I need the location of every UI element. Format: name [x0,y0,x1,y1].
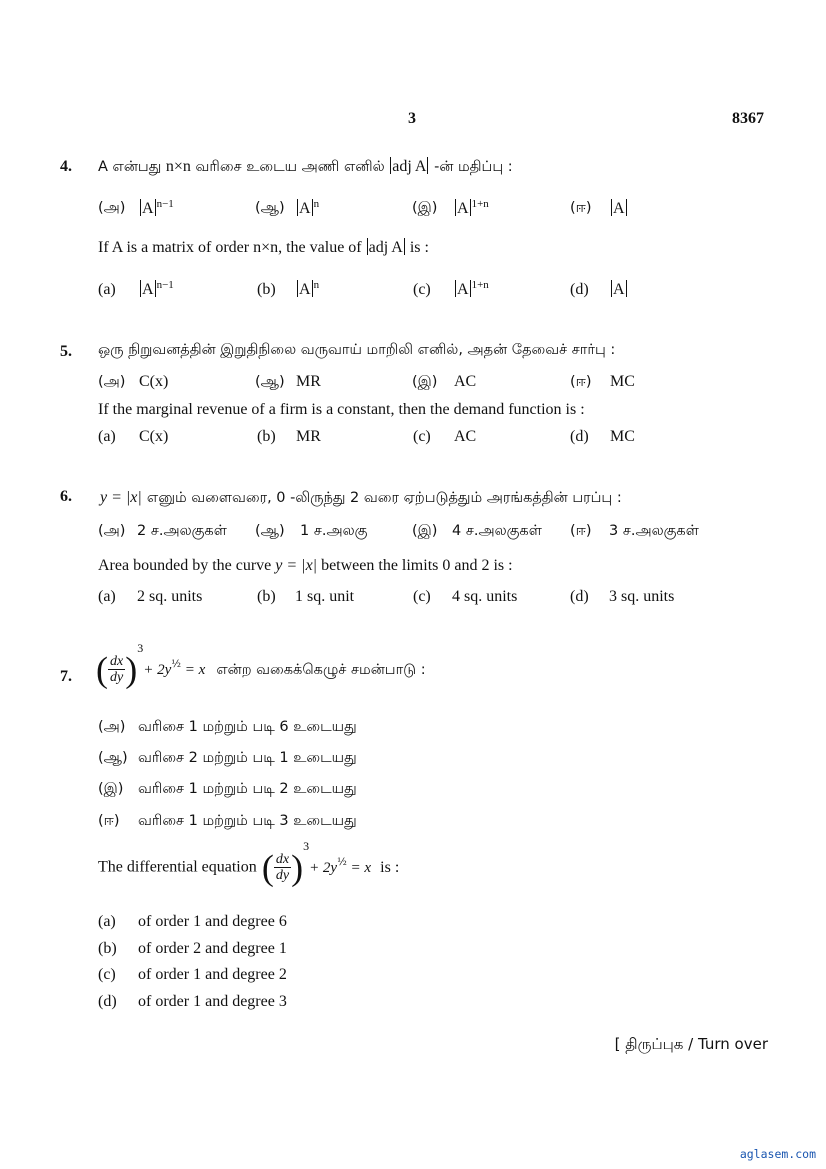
option-value: 4 sq. units [452,588,518,605]
option-value: வரிசை 1 மற்றும் படி 6 உடையது [138,719,357,735]
option-label: (ஈ) [570,523,592,539]
option-value: 4 ச.அலகுகள் [452,523,542,539]
option-label: (c) [413,588,431,605]
question-text-english: If the marginal revenue of a firm is a constant, then the demand function is : [98,401,585,418]
option-value: MR [296,428,321,445]
question-text-english: Area bounded by the curve y = |x| between the limits 0 and 2 is : [98,557,513,574]
option-label: (d) [570,281,589,298]
question-text-english: If A is a matrix of order n×n, the value of adj A is : [98,239,429,256]
question-text-tamil: ஒரு நிறுவனத்தின் இறுதிநிலை வருவாய் மாறிலி எனில், அதன் தேவைச் சார்பு : [98,342,616,358]
option-value: AC [454,373,477,390]
question-text-english: The differential equation ( $\frac{dx}{dy}$ )$^3+ 2y^{\frac{1}{2}} = x$ is : [98,839,400,888]
option-value: A [613,200,625,217]
option-label: (இ) [412,523,438,539]
option-value: of order 1 and degree 3 [138,993,287,1010]
page-number: 3 [408,110,416,127]
option-label: (a) [98,428,116,445]
option-label: (d) [570,588,589,605]
option-value: வரிசை 1 மற்றும் படி 2 உடையது [138,781,357,797]
option-label: (b) [257,428,276,445]
option-label: (ஆ) [255,523,285,539]
option-value: 3 ச.அலகுகள் [609,523,699,539]
option-value: A $^{n-1}$ [142,198,174,217]
option-value: 2 sq. units [137,588,203,605]
option-value: 1 ச.அலகு [300,523,368,539]
option-label: (d) [570,428,589,445]
option-value: of order 1 and degree 2 [138,966,287,983]
option-value: C(x) [139,428,169,445]
option-label: (அ) [98,523,126,539]
option-label: (a) [98,281,116,298]
option-label: (இ) [412,200,438,216]
paper-code: 8367 [732,110,764,127]
watermark-link[interactable]: aglasem.com [739,1147,816,1161]
option-value: A $^n$ [299,198,320,217]
question-text-tamil: y = |x| எனும் வளைவரை, 0 -லிருந்து 2 வரை ஏற்படுத்தும் அரங்கத்தின் பரப்பு : [100,489,622,506]
option-label: (d) [98,993,117,1010]
option-label: (அ) [98,374,126,390]
option-label: (b) [257,281,276,298]
option-value: MC [610,428,635,445]
option-label: (இ) [98,781,124,797]
turn-over-note: [ திருப்புக / Turn over [614,1035,768,1053]
option-label: (b) [257,588,276,605]
option-value: வரிசை 1 மற்றும் படி 3 உடையது [138,813,357,829]
option-value: 1 sq. unit [295,588,355,605]
option-value: A [613,281,625,298]
question-number: 6. [60,488,72,505]
option-value: of order 1 and degree 6 [138,913,287,930]
option-label: (ஆ) [255,374,285,390]
option-label: (c) [413,428,431,445]
option-value: வரிசை 2 மற்றும் படி 1 உடையது [138,750,357,766]
option-label: (c) [413,281,431,298]
option-value: 2 ச.அலகுகள் [137,523,227,539]
option-label: (ஈ) [570,374,592,390]
option-label: (அ) [98,719,126,735]
option-label: (a) [98,588,116,605]
option-label: (ஈ) [570,200,592,216]
option-value: A $^n$ [299,279,320,298]
option-value: A $^{n-1}$ [142,279,174,298]
differential-equation: ( $\frac{dx}{dy}$ )$^3+ 2y^{\frac{1}{2}} = x$ என்ற வகைக்கெழுச் சமன்பாடு : [96,641,426,690]
option-label: (ஆ) [255,200,285,216]
option-label: (ஈ) [98,813,120,829]
option-label: (b) [98,940,117,957]
option-value: of order 2 and degree 1 [138,940,287,957]
option-value: AC [454,428,477,445]
option-label: (இ) [412,374,438,390]
option-label: (c) [98,966,116,983]
question-number: 7. [60,668,72,685]
option-value: MR [296,373,321,390]
question-text-tamil: A என்பது n×n வரிசை உடைய அணி எனில் adj A -ன் மதிப்பு : [98,158,513,175]
option-value: MC [610,373,635,390]
option-label: (a) [98,913,116,930]
option-label: (ஆ) [98,750,128,766]
question-number: 5. [60,343,72,360]
question-number: 4. [60,158,72,175]
option-label: (அ) [98,200,126,216]
option-value: C(x) [139,373,169,390]
option-value: 3 sq. units [609,588,675,605]
option-value: A $^{1+n}$ [457,198,489,217]
option-value: A $^{1+n}$ [457,279,489,298]
